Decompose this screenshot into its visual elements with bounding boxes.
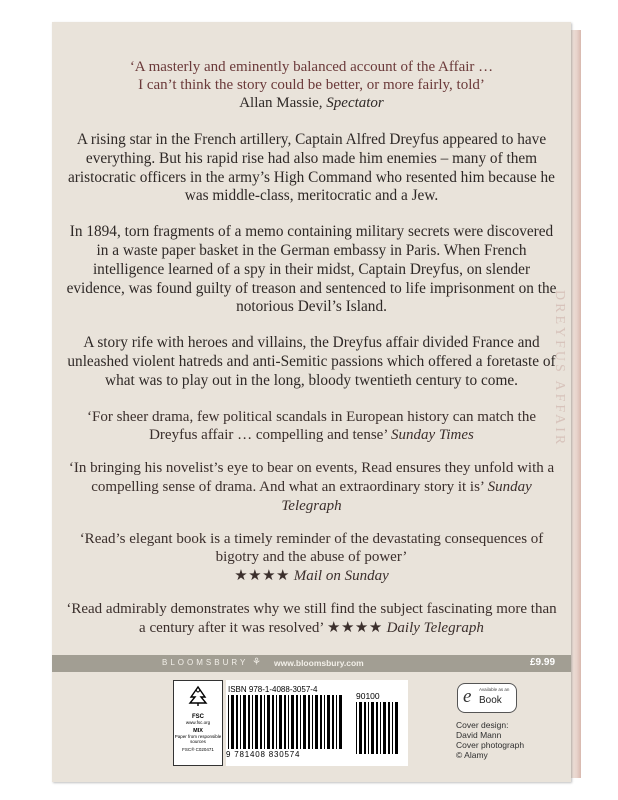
fsc-site: www.fsc.org	[185, 720, 211, 725]
publisher-logo-icon: ⚘	[252, 657, 261, 668]
review-sunday-times	[52, 408, 571, 446]
review-source: Daily Telegraph	[386, 619, 484, 636]
top-quote-line-2: I can’t think the story could be better, or more fairly, told’	[138, 77, 485, 93]
fsc-tree-icon	[187, 685, 209, 707]
review-daily-telegraph	[52, 600, 571, 638]
review-mail-on-sunday	[52, 530, 571, 586]
ebook-badge	[457, 683, 517, 713]
review-text: ‘Read’s elegant book is a timely reminder of the devastating consequences of bigotry and the abuse of power’	[79, 530, 544, 566]
star-rating: ★★★★	[234, 568, 291, 585]
synopsis-paragraph-3: A story rife with heroes and villains, the Dreyfus affair divided France and unleashed violent hatreds and anti-Semitic passions which offered a foretaste of what was to play out in the long, bloody twentieth century to come.	[67, 334, 556, 389]
top-quote-source: Spectator	[326, 95, 384, 111]
top-quote-line-1: ‘A masterly and eminently balanced account of the Affair …	[129, 59, 494, 75]
isbn-text: ISBN 978-1-4088-3057-4	[228, 685, 318, 694]
ebook-word: Book	[479, 695, 502, 706]
credit-line: © Alamy	[456, 750, 488, 760]
fsc-code: FSC® C020471	[182, 747, 214, 752]
synopsis-paragraph-2: In 1894, torn fragments of a memo containing military secrets were discovered in a waste paper basket in the German embassy in Paris. When French intelligence learned of a spy in their midst, Captain Dreyfus, on slender evidence, was found guilty of treason and sentenced to life imprisonment on the notorious Devil’s Island.	[66, 223, 557, 316]
credit-line: Cover photograph	[456, 740, 525, 750]
blurb-content	[52, 58, 571, 652]
publisher-name: BLOOMSBURY	[162, 658, 249, 667]
price-addon-barcode	[352, 680, 408, 766]
review-source: Sunday Times	[390, 427, 474, 444]
isbn-barcode	[226, 680, 352, 766]
review-text: ‘Read admirably demonstrates why we still find the subject fascinating more than a century after it was resolved’	[66, 600, 557, 636]
ebook-e-icon: e	[463, 686, 472, 707]
review-text: ‘In bringing his novelist’s eye to bear on events, Read ensures they unfold with a compelling sense of drama. And what an extraordinary story it is’	[68, 460, 555, 495]
review-source: Mail on Sunday	[293, 568, 389, 585]
star-rating: ★★★★	[327, 619, 383, 636]
credit-line: David Mann	[456, 730, 502, 740]
review-source: Sunday Telegraph	[281, 478, 532, 514]
addon-digits: 90100	[356, 691, 380, 701]
addon-bars-icon	[356, 702, 402, 756]
price: £9.99	[530, 657, 556, 668]
barcode-bars-icon	[228, 695, 348, 751]
fsc-mix-sub: Paper from responsible sources	[174, 734, 222, 744]
spine-showthrough-text: DREYFUS AFFAIR	[552, 290, 567, 448]
page-edge	[571, 30, 581, 778]
fsc-logo	[173, 680, 223, 766]
publisher-url: www.bloomsbury.com	[274, 658, 364, 668]
ebook-available-text: Available as an	[479, 687, 510, 692]
review-sunday-telegraph	[52, 459, 571, 515]
top-review-quote	[52, 58, 571, 112]
top-quote-author: Allan Massie,	[239, 95, 327, 111]
publisher-band	[52, 655, 571, 672]
review-text: ‘For sheer drama, few political scandals in European history can match the Dreyfus affair … compelling and tense’	[86, 408, 536, 444]
cover-credits	[456, 720, 566, 760]
fsc-mix: MIX	[193, 728, 203, 734]
barcode-digits: 9 781408 830574	[226, 750, 301, 759]
credit-line: Cover design:	[456, 720, 509, 730]
top-quote-attribution	[52, 94, 571, 112]
fsc-label: FSC	[192, 714, 204, 720]
synopsis-paragraph-1: A rising star in the French artillery, Captain Alfred Dreyfus appeared to have everything. But his rapid rise had also made him enemies – many of them aristocratic officers in the army’s High Command who resented him because he was middle-class, meritocratic and a Jew.	[68, 131, 555, 205]
